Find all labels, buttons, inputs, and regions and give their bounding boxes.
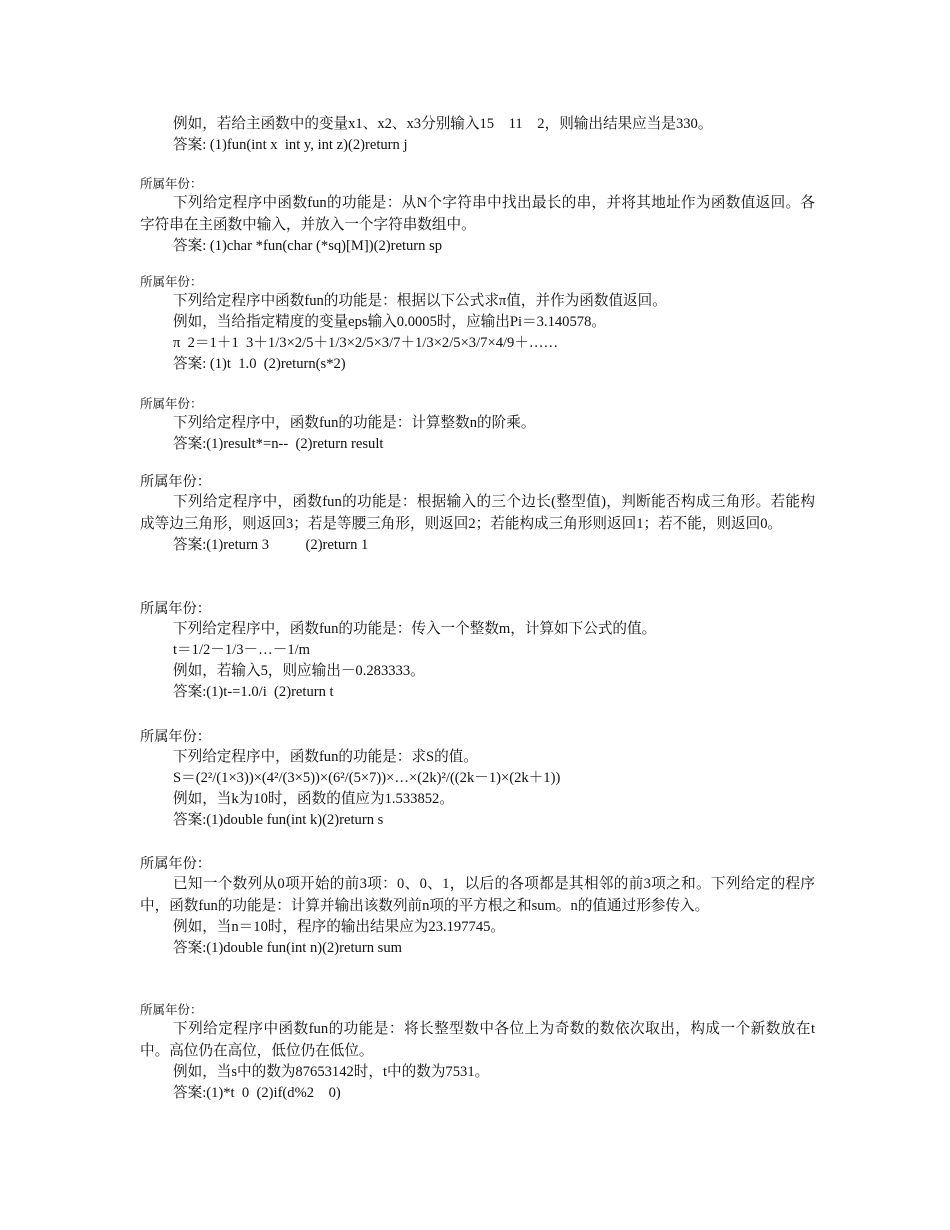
question-text: 下列给定程序中，函数fun的功能是：传入一个整数m，计算如下公式的值。 bbox=[173, 621, 657, 637]
question-block-1 bbox=[140, 176, 815, 257]
answer-text: 答案: (1)char *fun(char (*sq)[M])(2)return sp bbox=[173, 238, 443, 254]
example-text: 例如，当s中的数为87653142时，t中的数为7531。 bbox=[173, 1064, 490, 1080]
formula-text: S＝(2²/(1×3))×(4²/(3×5))×(6²/(5×7))×…×(2k)²/((2k－1)×(2k＋1)) bbox=[173, 770, 561, 786]
question-block-3 bbox=[140, 396, 815, 455]
answer-text: 答案:(1)t-=1.0/i (2)return t bbox=[173, 684, 334, 700]
answer-text: 答案: (1)t 1.0 (2)return(s*2) bbox=[173, 356, 346, 372]
question-block-6 bbox=[140, 727, 815, 831]
example-text: 例如，当n＝10时，程序的输出结果应为23.197745。 bbox=[173, 919, 506, 935]
question-block-2 bbox=[140, 274, 815, 375]
answer-text: 答案:(1)double fun(int n)(2)return sum bbox=[173, 940, 402, 956]
question-text: 下列给定程序中函数fun的功能是：根据以下公式求π值，并作为函数值返回。 bbox=[173, 293, 667, 309]
year-label: 所属年份： bbox=[140, 177, 203, 191]
question-text: 下列给定程序中，函数fun的功能是：求S的值。 bbox=[173, 749, 478, 765]
year-label: 所属年份： bbox=[140, 601, 211, 617]
question-text: 已知一个数列从0项开始的前3项：0、0、1，以后的各项都是其相邻的前3项之和。下列给定的程序中，函数fun的功能是：计算并输出该数列前n项的平方根之和sum。n的值通过形参传入。 bbox=[140, 876, 815, 914]
question-text: 下列给定程序中，函数fun的功能是：根据输入的三个边长(整型值)，判断能否构成三角形。若能构成等边三角形，则返回3；若是等腰三角形，则返回2；若能构成三角形则返回1；若不能，则返回0。 bbox=[140, 494, 815, 532]
year-label: 所属年份： bbox=[140, 397, 203, 411]
question-text: 下列给定程序中，函数fun的功能是：计算整数n的阶乘。 bbox=[173, 415, 536, 431]
answer-text: 答案:(1)return 3 (2)return 1 bbox=[173, 537, 369, 553]
example-text: 例如，若输入5，则应输出－0.283333。 bbox=[173, 663, 425, 679]
answer-text: 答案:(1)*t 0 (2)if(d%2 0) bbox=[173, 1085, 341, 1101]
question-text: 下列给定程序中函数fun的功能是：从N个字符串中找出最长的串，并将其地址作为函数值返回。各字符串在主函数中输入，并放入一个字符串数组中。 bbox=[140, 195, 815, 233]
question-block-0 bbox=[140, 114, 815, 156]
year-label: 所属年份： bbox=[140, 856, 211, 872]
example-text: 例如，若给主函数中的变量x1、x2、x3分别输入15 11 2，则输出结果应当是330。 bbox=[173, 116, 713, 132]
year-label: 所属年份： bbox=[140, 729, 211, 745]
formula-text: t＝1/2－1/3－…－1/m bbox=[173, 642, 311, 658]
answer-text: 答案:(1)result*=n-- (2)return result bbox=[173, 436, 384, 452]
question-block-5 bbox=[140, 599, 815, 703]
year-label: 所属年份： bbox=[140, 275, 203, 289]
formula-text: π 2＝1＋1 3＋1/3×2/5＋1/3×2/5×3/7＋1/3×2/5×3/7×4/9＋…… bbox=[173, 335, 559, 351]
example-text: 例如，当k为10时，函数的值应为1.533852。 bbox=[173, 791, 454, 807]
year-label: 所属年份： bbox=[140, 474, 211, 490]
answer-text: 答案: (1)fun(int x int y, int z)(2)return j bbox=[173, 137, 408, 153]
answer-text: 答案:(1)double fun(int k)(2)return s bbox=[173, 812, 384, 828]
question-block-4 bbox=[140, 472, 815, 556]
question-block-7 bbox=[140, 854, 815, 959]
example-text: 例如，当给指定精度的变量eps输入0.0005时，应输出Pi＝3.140578。 bbox=[173, 314, 606, 330]
question-text: 下列给定程序中函数fun的功能是：将长整型数中各位上为奇数的数依次取出，构成一个新数放在t中。高位仍在高位，低位仍在低位。 bbox=[140, 1021, 815, 1059]
question-block-8 bbox=[140, 1002, 815, 1104]
year-label: 所属年份： bbox=[140, 1003, 203, 1017]
